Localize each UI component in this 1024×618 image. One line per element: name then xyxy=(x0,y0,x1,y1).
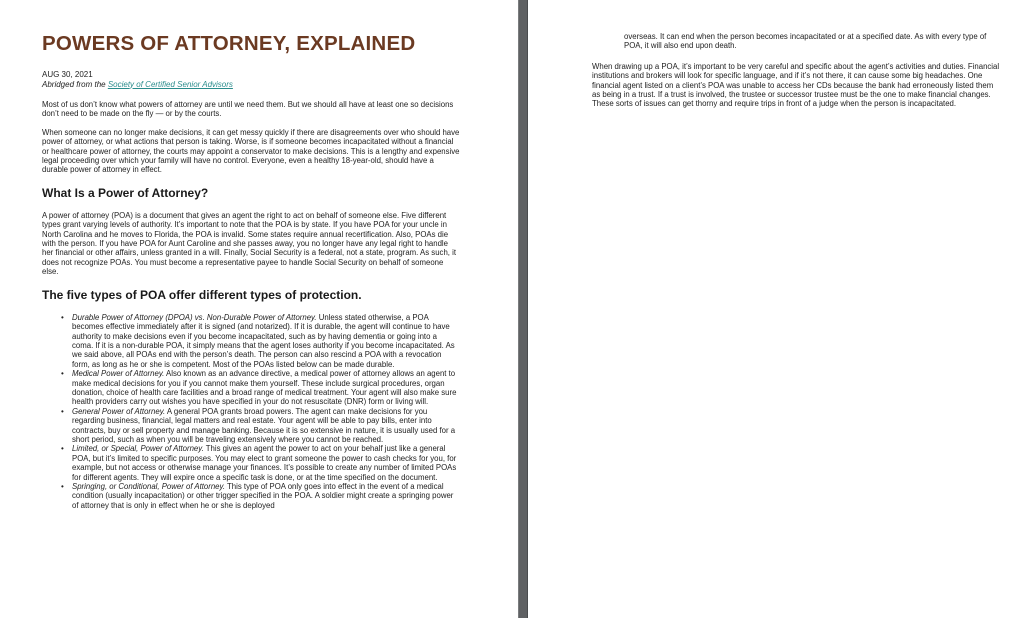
list-item-text: A general POA grants broad powers. The agent can make decisions for you regarding business, financial, legal matters and real estate. Your agent will be able to pay bills, enter into contracts, buy or sell property and manage banking. Because it is so extensive in nature, it is usually used for a short period, such as when you will be traveling extensively where you cannot be reached. xyxy=(72,406,456,444)
bullet-icon: • xyxy=(61,406,64,416)
source-attribution xyxy=(42,80,460,90)
list-item-text: This type of POA only goes into effect in the event of a medical condition (usually incapacitation) or other trigger specified in the POA. A soldier might create a springing power of attorney that is only in effect when he or she is deployed xyxy=(72,482,454,510)
list-item-term: Limited, or Special, Power of Attorney. xyxy=(72,444,204,454)
list-item-text: Also known as an advance directive, a medical power of attorney allows an agent to make medical decisions for you if you cannot make them yourself. These include surgical procedures, organ donation, choice of health care facilities and a broad range of medical treatment. Your agent will also make sure health providers carry out wishes you have specified in your do not resuscitate (DNR) form or living will. xyxy=(72,369,457,407)
intro-paragraph-1: Most of us don’t know what powers of attorney are until we need them. But we should all have at least one so decisions don’t need to be made on the fly — or by the courts. xyxy=(42,100,454,119)
continued-list-text: overseas. It can end when the person becomes incapacitated or at a specified date. As with every type of POA, it will also end upon death. xyxy=(624,32,987,51)
drawing-up-poa-paragraph: When drawing up a POA, it’s important to be very careful and specific about the agent’s activities and duties. Financial institutions and brokers will look for specific language, and if it’s not there, it can cause some big headaches. One financial agent listed on a client’s POA was unable to access her CDs because the bank had erroneously listed them as being in a trust. If a trust is involved, the trustee or successor trustee must be the one to make financial changes. These sorts of issues can get thorny and require trips in front of a judge when the person is incapacitated. xyxy=(592,61,1000,109)
page-2-content xyxy=(592,32,1002,109)
section-heading-five-types: The five types of POA offer different types of protection. xyxy=(42,287,362,302)
bullet-icon: • xyxy=(61,369,64,379)
list-item xyxy=(61,444,460,482)
source-prefix: Abridged from the xyxy=(42,79,108,89)
page-1-content xyxy=(42,32,460,510)
list-item xyxy=(61,369,460,407)
document-title: POWERS OF ATTORNEY, EXPLAINED xyxy=(42,32,416,55)
list-item xyxy=(61,406,460,445)
section-heading-what-is-poa: What Is a Power of Attorney? xyxy=(42,185,209,200)
list-item-text: Unless stated otherwise, a POA becomes effective immediately after it is signed (and notarized). If it is durable, the agent will continue to have authority to make decisions even if you become incapacitated, such as by having dementia or going into a coma. If it is a non-durable POA, it simply means that the agent loses authority if you become incapacitated. As we said above, all POAs end with the person’s death. The person can also rescind a POA with a revocation form, as long as he or she is competent. Most of the POAs listed below can be made durable. xyxy=(72,312,455,369)
bullet-icon: • xyxy=(61,312,64,322)
source-link[interactable]: Society of Certified Senior Advisors xyxy=(107,79,233,89)
publish-date: AUG 30, 2021 xyxy=(42,70,93,79)
list-item-term: General Power of Attorney. xyxy=(72,406,166,416)
list-item xyxy=(61,312,460,369)
list-item-text: This gives an agent the power to act on your behalf just like a general POA, but it’s limited to specific purposes. You may elect to grant someone the power to cash checks for you, for example, but not access or otherwise manage your finances. It’s possible to create any number of limited POAs for different agents. They will expire once a specific task is done, or at the time specified on the document. xyxy=(72,444,457,482)
poa-types-list xyxy=(42,313,460,511)
intro-paragraph-2: When someone can no longer make decisions, it can get messy quickly if there are disagreements over who should have power of attorney, or what actions that person is taking. Worse, is if someone becomes incapacitated without a financial or healthcare power of attorney, the courts may appoint a conservator to make decisions. This is a lengthy and expensive legal proceeding over which your family will have no control. Everyone, even a healthy 18-year-old, should have a durable power of attorney in effect. xyxy=(42,127,460,175)
bullet-icon: • xyxy=(61,444,64,454)
section-paragraph-what-is-poa: A power of attorney (POA) is a document that gives an agent the right to act on behalf of someone else. Five different types grant varying levels of authority. It’s important to note that the POA is by state. If you have POA for your uncle in North Carolina and he moves to Florida, the POA is invalid. Some states require annual recertification. Also, POAs die with the person. If you have POA for Aunt Caroline and she passes away, you no longer have any legal right to handle her financial or other affairs, unless granted in a will. Finally, Social Security is a federal, not a state, program. As such, it does not recognize POAs. You must become a representative payee to handle Social Security on behalf of someone else. xyxy=(42,210,457,277)
list-item-term: Durable Power of Attorney (DPOA) vs. Non-Durable Power of Attorney. xyxy=(72,312,317,322)
page-2 xyxy=(528,0,1024,618)
list-item-term: Medical Power of Attorney. xyxy=(72,369,165,379)
list-item-term: Springing, or Conditional, Power of Attorney. xyxy=(72,482,225,491)
list-item xyxy=(61,482,460,510)
bullet-icon: • xyxy=(61,482,64,491)
page-gutter xyxy=(518,0,528,618)
